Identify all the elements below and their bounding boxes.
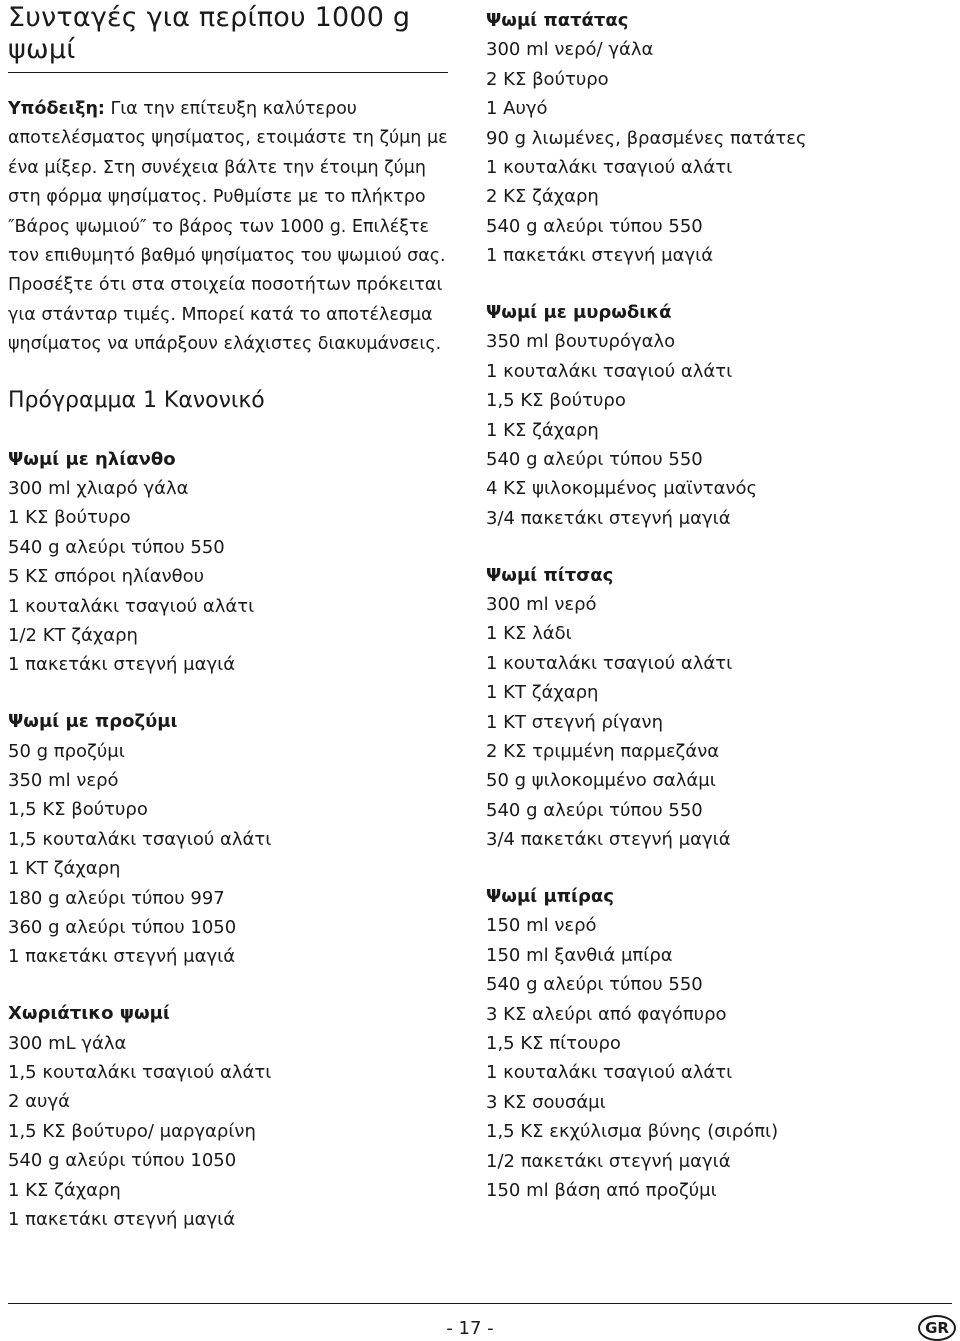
left-column <box>8 0 448 1234</box>
recipe-spacer <box>486 271 946 299</box>
ingredient-line: 1 κουταλάκι τσαγιού αλάτι <box>8 595 255 617</box>
recipe-title: Ψωμί με μυρωδικά <box>486 302 672 324</box>
ingredient-line: 1,5 κουταλάκι τσαγιού αλάτι <box>8 828 272 850</box>
ingredient-line: 1 ΚΣ ζάχαρη <box>8 1179 121 1201</box>
ingredient-line: 350 ml βουτυρόγαλο <box>486 331 676 353</box>
ingredient-line: 1 ΚΣ ζάχαρη <box>486 419 599 441</box>
ingredient-line: 1/2 ΚΤ ζάχαρη <box>8 625 138 646</box>
recipe-spacer <box>486 855 946 883</box>
ingredient-line: 300 ml νερό/ γάλα <box>486 39 654 61</box>
ingredient-line: 150 ml νερό <box>486 915 597 937</box>
ingredient-line: 3 ΚΣ αλεύρι από φαγόπυρο <box>486 1003 727 1025</box>
recipe-block <box>486 882 946 1205</box>
page-title: Συνταγές για περίπου 1000 g ψωμί <box>8 2 448 73</box>
ingredient-line: 2 ΚΣ τριμμένη παρμεζάνα <box>486 740 720 762</box>
ingredient-line: 540 g αλεύρι τύπου 550 <box>486 448 703 470</box>
ingredient-line: 1 πακετάκι στεγνή μαγιά <box>8 654 236 676</box>
recipe-block <box>8 999 448 1234</box>
ingredient-line: 150 ml βάση από προζύμι <box>486 1179 717 1201</box>
ingredient-line: 1 κουταλάκι τσαγιού αλάτι <box>486 1062 733 1084</box>
recipe-block <box>8 707 448 972</box>
ingredient-line: 50 g ψιλοκομμένο σαλάμι <box>486 770 716 792</box>
recipe-block <box>486 561 946 855</box>
ingredient-line: 90 g λιωμένες, βρασμένες πατάτες <box>486 127 807 149</box>
ingredient-line: 3/4 πακετάκι στεγνή μαγιά <box>486 507 731 529</box>
recipe-title: Ψωμί πίτσας <box>486 564 614 586</box>
ingredient-line: 1 κουταλάκι τσαγιού αλάτι <box>486 360 733 382</box>
hint-note <box>8 95 448 360</box>
ingredient-line: 1/2 πακετάκι στεγνή μαγιά <box>486 1150 731 1172</box>
ingredient-line: 300 ml χλιαρό γάλα <box>8 478 189 500</box>
recipe-title: Ψωμί με προζύμι <box>8 711 178 733</box>
recipe-block <box>8 445 448 680</box>
ingredient-line: 1 ΚΣ λάδι <box>486 623 572 645</box>
ingredient-line: 3/4 πακετάκι στεγνή μαγιά <box>486 829 731 851</box>
ingredient-line: 1 ΚΣ βούτυρο <box>8 507 131 529</box>
ingredient-line: 50 g προζύμι <box>8 740 125 762</box>
country-badge: GR <box>918 1315 956 1341</box>
ingredient-line: 540 g αλεύρι τύπου 550 <box>486 974 703 996</box>
recipe-title: Ψωμί πατάτας <box>486 10 629 31</box>
ingredient-line: 150 ml ξανθιά μπίρα <box>486 944 673 966</box>
right-recipe-list <box>486 6 946 1205</box>
ingredient-line: 1,5 ΚΣ πίτουρο <box>486 1033 621 1054</box>
ingredient-line: 1 κουταλάκι τσαγιού αλάτι <box>486 652 733 674</box>
ingredient-line: 2 ΚΣ βούτυρο <box>486 68 609 90</box>
recipe-spacer <box>8 972 448 1000</box>
ingredient-line: 1,5 κουταλάκι τσαγιού αλάτι <box>8 1062 272 1084</box>
ingredient-line: 1 πακετάκι στεγνή μαγιά <box>8 1209 236 1231</box>
ingredient-line: 1,5 ΚΣ βούτυρο <box>8 799 148 821</box>
page-number: - 17 - <box>446 1318 494 1339</box>
ingredient-line: 1 πακετάκι στεγνή μαγιά <box>8 946 236 968</box>
ingredient-line: 350 ml νερό <box>8 770 119 792</box>
ingredient-line: 180 g αλεύρι τύπου 997 <box>8 887 225 909</box>
ingredient-line: 1 Αυγό <box>486 98 548 120</box>
ingredient-line: 2 αυγά <box>8 1091 70 1113</box>
ingredient-line: 540 g αλεύρι τύπου 1050 <box>8 1150 237 1172</box>
ingredient-line: 3 ΚΣ σουσάμι <box>486 1091 606 1113</box>
ingredient-line: 1 κουταλάκι τσαγιού αλάτι <box>486 156 733 178</box>
ingredient-line: 1 ΚΤ στεγνή ρίγανη <box>486 711 664 733</box>
ingredient-line: 300 mL γάλα <box>8 1032 127 1054</box>
left-recipe-list <box>8 445 448 1235</box>
ingredient-line: 360 g αλεύρι τύπου 1050 <box>8 917 237 939</box>
recipe-title: Χωριάτικο ψωμί <box>8 1003 170 1025</box>
ingredient-line: 5 ΚΣ σπόροι ηλίανθου <box>8 566 205 588</box>
recipe-title: Ψωμί μπίρας <box>486 886 614 908</box>
recipe-spacer <box>486 533 946 561</box>
recipe-spacer <box>8 680 448 708</box>
ingredient-line: 1 πακετάκι στεγνή μαγιά <box>486 245 714 267</box>
program-title: Πρόγραμμα 1 Κανονικό <box>8 387 265 413</box>
ingredient-line: 1 ΚΤ ζάχαρη <box>486 682 599 704</box>
ingredient-line: 540 g αλεύρι τύπου 550 <box>486 799 703 821</box>
recipe-block <box>486 6 946 271</box>
ingredient-line: 540 g αλεύρι τύπου 550 <box>8 536 225 558</box>
ingredient-line: 1,5 ΚΣ εκχύλισμα βύνης (σιρόπι) <box>486 1121 779 1143</box>
ingredient-line: 2 ΚΣ ζάχαρη <box>486 186 599 208</box>
hint-label: Υπόδειξη: <box>8 99 105 119</box>
recipe-title: Ψωμί με ηλίανθο <box>8 448 176 470</box>
ingredient-line: 4 ΚΣ ψιλοκομμένος μαϊντανός <box>486 478 758 500</box>
recipe-block <box>486 298 946 533</box>
hint-text: Για την επίτευξη καλύτερου αποτελέσματος ψησίματος, ετοιμάστε τη ζύμη με ένα μίξερ. Στη συνέχεια βάλτε την έτοιμη ζύμη στη φόρμα ψησίματος. Ρυθμίστε με το πλήκτρο ″Βάρος ψωμιού″ το βάρος των 1000 g. Επιλέξτε τον επιθυμητό βαθμό ψησίματος του ψωμιού σας. Προσέξτε ότι στα στοιχεία ποσοτήτων πρόκειται για στάνταρ τιμές. Μπορεί κατά το αποτέλεσμα ψησίματος να υπάρξουν ελάχιστες διακυμάνσεις. <box>8 99 448 355</box>
footer-divider <box>8 1303 952 1304</box>
ingredient-line: 540 g αλεύρι τύπου 550 <box>486 215 703 237</box>
ingredient-line: 300 ml νερό <box>486 594 597 616</box>
ingredient-line: 1,5 ΚΣ βούτυρο/ μαργαρίνη <box>8 1120 256 1142</box>
ingredient-line: 1,5 ΚΣ βούτυρο <box>486 390 626 412</box>
ingredient-line: 1 ΚΤ ζάχαρη <box>8 858 121 880</box>
